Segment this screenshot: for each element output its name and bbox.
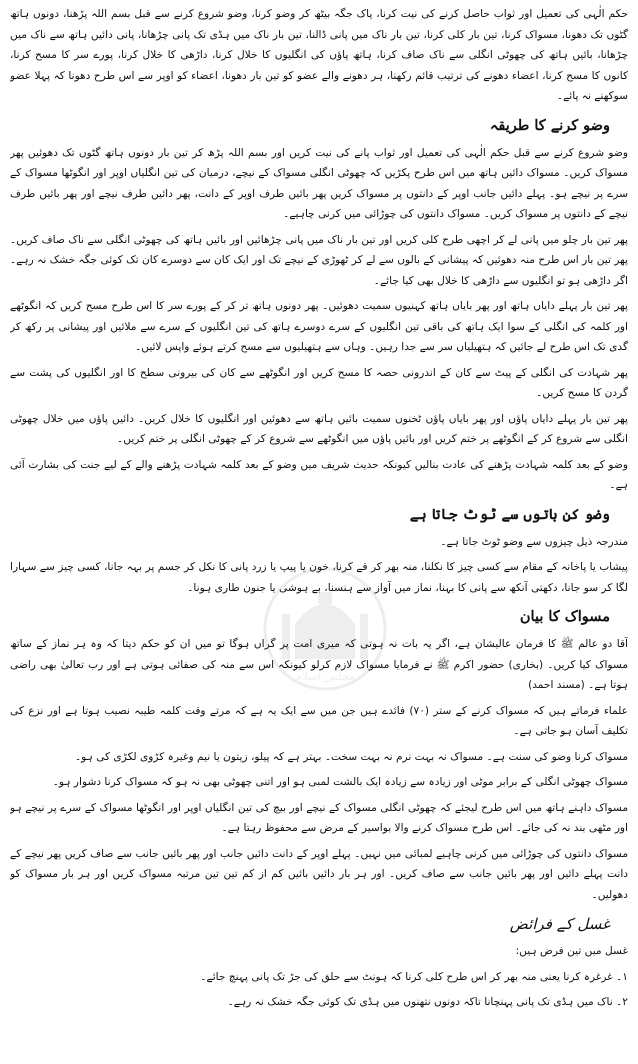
- paragraph-wudu-sunnah: حکم الٰہی کی تعمیل اور ثواب حاصل کرنے کی نیت کرنا، پاک جگہ بیٹھ کر وضو کرنا، وضو شروع کرنے سے قبل بسم اللہ پڑھنا، دونوں ہاتھ گٹوں تک دھونا، مسواک کرنا، تین بار کلی کرنا، تین بار ناک میں پانی ڈالنا، تین بار ناک میں ہڈی تک پانی چڑھانا، پانی دائیں ہاتھ سے ناک میں چڑھانا، بائیں ہاتھ کی چھوٹی انگلی سے ناک صاف کرنا، ہاتھ پاؤں کی انگلیوں کا خلال کرنا، داڑھی کا خلال کرنا، پورے سر کا مسح کرنا، کانوں کا مسح کرنا، اعضاء دھونے کی ترتیب قائم رکھنا، ہر دھونے والے عضو کو تین بار دھونا، اعضاء کو اوپر سے اس طرح دھونا کہ پہلا عضو سوکھنے نہ پائے۔: [10, 8, 628, 102]
- paragraph-miswak-5: مسواک داہنے ہاتھ میں اس طرح لیجئے کہ چھوٹی انگلی مسواک کے نیچے اور بیچ کی تین انگلیاں اوپر اور انگوٹھا مسواک کے سرے پر نیچے ہو اور مٹھی بند نہ کی جائے۔ اس طرح مسواک کرنے والا بواسیر کے مرض سے محفوظ رہتا ہے۔: [10, 801, 628, 834]
- paragraph-ghusl-intro: غسل میں تین فرض ہیں:: [515, 945, 628, 957]
- paragraph-miswak-6: مسواک دانتوں کی چوڑائی میں کرنی چاہیے لمبائی میں نہیں۔ پہلے اوپر کے دانت دائیں جانب اور پھر بائیں جانب سے صاف کریں پھر نیچے کے دانت پہلے دائیں اور پھر بائیں جانب سے صاف کریں۔ اور ہر بار دائیں بائیں کم از کم تین تین مرتبہ مسواک کریں اور ہر بار مسواک کو دھولیں۔: [10, 847, 628, 901]
- paragraph-miswak-3: مسواک کرنا وضو کی سنت ہے۔ مسواک نہ بہت نرم نہ بہت سخت۔ بہتر ہے کہ پیلو، زیتون یا نیم وغیرہ کڑوی لکڑی کی ہو۔: [74, 750, 628, 763]
- paragraph-method-4: پھر شہادت کی انگلی کے پیٹ سے کان کے اندرونی حصہ کا مسح کریں اور انگوٹھے سے کان کی بیرونی سطح کا اور انگلیوں کی پشت سے گردن کا مسح کریں۔: [10, 366, 628, 399]
- paragraph-method-6: وضو کے بعد کلمہ شہادت پڑھنے کی عادت بنالیں کیونکہ حدیث شریف میں وضو کے بعد کلمہ شہادت پڑھنے والے کے لیے جنت کی بشارت آئی ہے۔: [10, 458, 628, 491]
- paragraph-method-3: پھر تین بار پہلے دایاں ہاتھ اور پھر بایاں ہاتھ کہنیوں سمیت دھوئیں۔ پھر دونوں ہاتھ تر کر کے پورے سر کا اس طرح مسح کریں کہ انگوٹھے اور کلمہ کی انگلی کے سوا ایک ہاتھ کی باقی تین انگلیوں کے سرے دوسرے ہاتھ کی تین انگلیوں کے سرے سے ملائیں اور پیشانی پر رکھ کر گدی تک اس طرح لے جائیں کہ ہتھیلیاں سر سے جدا رہیں۔ وہاں سے ہتھیلیوں سے مسح کرتے ہوئے واپس لائیں۔: [10, 300, 628, 353]
- heading-wudu-breakers: وضو کن باتوں سے ٹوٹ جاتا ہے: [409, 505, 610, 523]
- heading-wudu-method: وضو کرنے کا طریقہ: [489, 116, 610, 134]
- heading-miswak: مسواک کا بیان: [519, 608, 610, 625]
- paragraph-method-2: پھر تین بار چلو میں پانی لے کر اچھی طرح کلی کریں اور تین بار ناک میں پانی چڑھائیں اور بائیں ہاتھ کی چھوٹی انگلی سے ناک صاف کریں۔ پھر تین بار اس طرح منہ دھوئیں کہ پیشانی کے بالوں سے لے کر ٹھوڑی کے نیچے تک اور ایک کان سے دوسرے کان تک کوئی جگہ خشک نہ رہے۔ اگر داڑھی ہو تو انگلیوں سے داڑھی کا خلال بھی کیا جائے۔: [10, 233, 628, 287]
- paragraph-ghusl-2: ۲۔ ناک میں ہڈی تک پانی پہنچانا تاکہ دونوں نتھنوں میں ہڈی تک کوئی جگہ خشک نہ رہے۔: [227, 996, 628, 1008]
- paragraph-miswak-4: مسواک چھوٹی انگلی کے برابر موٹی اور زیادہ سے زیادہ ایک بالشت لمبی ہو اور اتنی چھوٹی بھی نہ ہو کہ مسواک کرنا دشوار ہو۔: [52, 776, 628, 788]
- heading-ghusl-faraid: غسل کے فرائض: [509, 915, 610, 933]
- paragraph-ghusl-1: ۱۔ غرغرہ کرنا یعنی منہ بھر کر اس طرح کلی کرنا کہ ہونٹ سے حلق کی جڑ تک پانی پہنچ جائے۔: [200, 970, 628, 983]
- document-page: [10, 4, 628, 1056]
- paragraph-breakers-intro: مندرجہ ذیل چیزوں سے وضو ٹوٹ جاتا ہے۔: [440, 535, 628, 548]
- paragraph-breakers-list: پیشاب یا پاخانہ کے مقام سے کسی چیز کا نکلنا، منہ بھر کر قے کرنا، خون یا پیپ یا زرد پانی کا نکل کر جسم پر بہہ جانا، کسی چیز سے سہارا لگا کر سو جانا، دکھتی آنکھ سے پانی کا بہنا، نماز میں آواز سے ہنسنا، بے ہوشی یا جنون طاری ہونا۔: [10, 561, 628, 594]
- paragraph-miswak-1: آقا دو عالم ﷺ کا فرمان عالیشان ہے، اگر یہ بات نہ ہوتی کہ میری امت پر گراں ہوگا تو میں ان کو حکم دیتا کہ وہ ہر نماز کے ساتھ مسواک کیا کریں۔ (بخاری) حضور اکرم ﷺ نے فرمایا مسواک لازم کرلو کیونکہ اس سے منہ کی صفائی ہوتی ہے اور رب تعالیٰ بھی راضی ہوتا ہے۔ (مسند احمد): [10, 638, 628, 691]
- paragraph-method-5: پھر تین بار پہلے دایاں پاؤں اور پھر بایاں پاؤں ٹخنوں سمیت بائیں ہاتھ سے دھوئیں اور انگلیوں کا خلال کریں۔ دائیں پاؤں میں خلال چھوٹی انگلی سے شروع کر کے انگوٹھے پر ختم کریں اور بائیں پاؤں میں انگوٹھے سے شروع کر کے چھوٹی انگلی پر ختم کریں۔: [10, 412, 628, 445]
- watermark-text: مجلس اسلام: [295, 670, 355, 683]
- paragraph-method-1: وضو شروع کرنے سے قبل حکم الٰہی کی تعمیل اور ثواب پانے کی نیت کریں اور بسم اللہ پڑھ کر تین بار دونوں ہاتھ گٹوں تک دھوئیں پھر مسواک کریں۔ مسواک دائیں ہاتھ میں اس طرح پکڑیں کہ چھوٹی انگلی مسواک کے نیچے، درمیان کی تین انگلیاں اوپر اور انگوٹھا مسواک کے سرے پر نیچے ہو۔ پہلے دائیں جانب اوپر کے دانتوں پر مسواک کریں پھر بائیں طرف اوپر کے دانت، پھر دائیں طرف نیچے اور پھر بائیں طرف نیچے کے دانتوں پر مسواک کریں۔ مسواک دانتوں کی چوڑائی میں کرنی چاہیے۔: [10, 146, 628, 220]
- paragraph-miswak-2: علماء فرماتے ہیں کہ مسواک کرنے کے ستر (۷۰) فائدے ہیں جن میں سے ایک یہ ہے کہ مرتے وقت کلمہ طیبہ نصیب ہوتا ہے اور نزع کی تکلیف آسان ہو جاتی ہے۔: [10, 704, 628, 737]
